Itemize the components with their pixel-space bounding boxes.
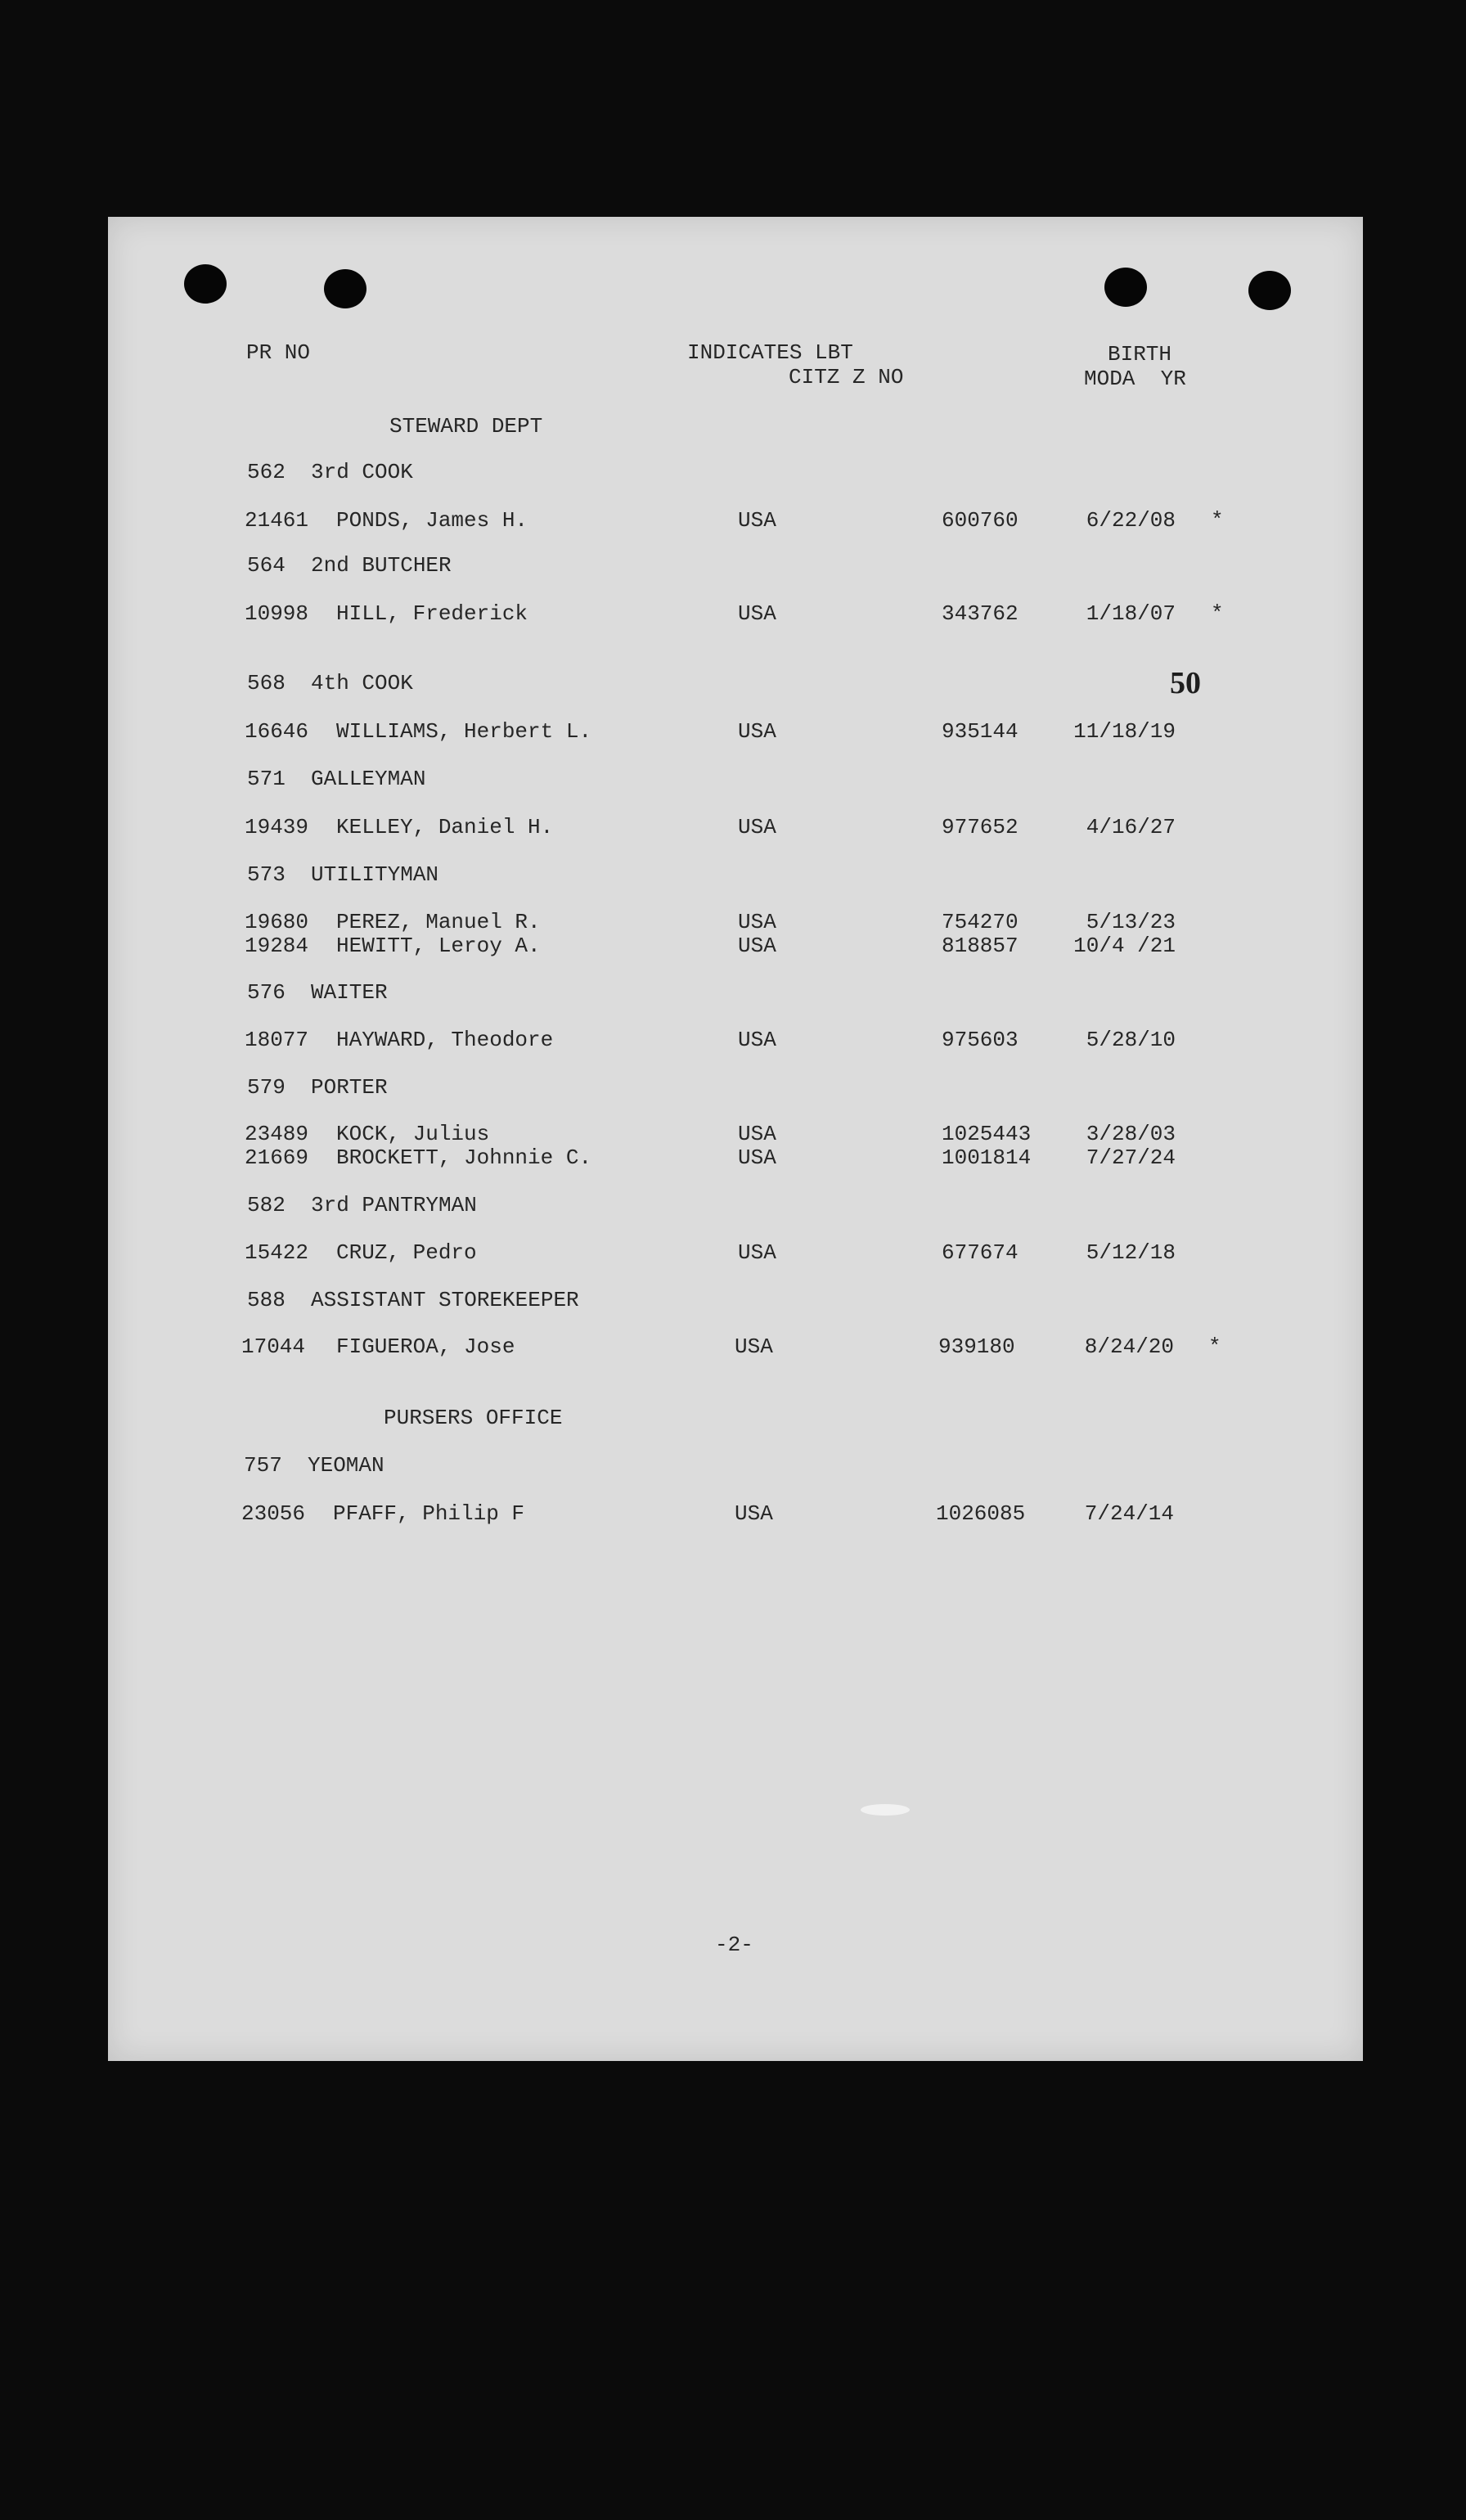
- crew-name: FIGUEROA, Jose: [336, 1334, 515, 1359]
- birth-date: 5/28/10: [1086, 1028, 1176, 1052]
- position-code: 579: [247, 1075, 286, 1100]
- crew-name: CRUZ, Pedro: [336, 1240, 477, 1265]
- pr-number: 23056: [241, 1501, 306, 1526]
- birth-date: 5/13/23: [1086, 910, 1176, 934]
- note-asterisk: *: [1211, 508, 1224, 533]
- position-code: 564: [247, 553, 286, 578]
- stamp-number: 50: [1170, 666, 1201, 700]
- crew-name: HAYWARD, Theodore: [336, 1028, 554, 1052]
- z-number: 1026085: [936, 1501, 1026, 1526]
- header-indicates-lbt: INDICATES LBT: [687, 340, 853, 365]
- z-number: 975603: [942, 1028, 1019, 1052]
- z-number: 754270: [942, 910, 1019, 934]
- position-code: 568: [247, 671, 286, 695]
- position-code: 757: [244, 1453, 282, 1478]
- birth-date: 5/12/18: [1086, 1240, 1176, 1265]
- pr-number: 16646: [245, 719, 309, 744]
- position-code: 582: [247, 1193, 286, 1217]
- citizenship: USA: [738, 601, 776, 626]
- z-number: 1001814: [942, 1145, 1032, 1170]
- position-title: PORTER: [311, 1075, 388, 1100]
- z-number: 939180: [938, 1334, 1015, 1359]
- document-page: [108, 217, 1363, 2061]
- pr-number: 19284: [245, 934, 309, 958]
- position-code: 573: [247, 862, 286, 887]
- position-title: ASSISTANT STOREKEEPER: [311, 1288, 579, 1312]
- crew-name: KELLEY, Daniel H.: [336, 815, 554, 839]
- position-title: 3rd PANTRYMAN: [311, 1193, 477, 1217]
- position-title: 4th COOK: [311, 671, 413, 695]
- citizenship: USA: [738, 934, 776, 958]
- position-title: 3rd COOK: [311, 460, 413, 484]
- birth-date: 1/18/07: [1086, 601, 1176, 626]
- pr-number: 10998: [245, 601, 309, 626]
- pr-number: 15422: [245, 1240, 309, 1265]
- citizenship: USA: [738, 1240, 776, 1265]
- citizenship: USA: [738, 1145, 776, 1170]
- position-code: 576: [247, 980, 286, 1005]
- citizenship: USA: [738, 1028, 776, 1052]
- position-code: 562: [247, 460, 286, 484]
- crew-name: WILLIAMS, Herbert L.: [336, 719, 592, 744]
- header-birth: BIRTH: [1108, 342, 1172, 367]
- crew-name: HILL, Frederick: [336, 601, 528, 626]
- z-number: 677674: [942, 1240, 1019, 1265]
- punch-hole: [324, 269, 366, 308]
- department-heading: STEWARD DEPT: [389, 414, 543, 439]
- z-number: 1025443: [942, 1122, 1032, 1146]
- position-title: UTILITYMAN: [311, 862, 439, 887]
- citizenship: USA: [738, 508, 776, 533]
- pr-number: 21461: [245, 508, 309, 533]
- position-code: 571: [247, 767, 286, 791]
- crew-name: BROCKETT, Johnnie C.: [336, 1145, 592, 1170]
- birth-date: 7/24/14: [1084, 1501, 1174, 1526]
- pr-number: 19680: [245, 910, 309, 934]
- punch-hole: [184, 264, 227, 304]
- position-title: GALLEYMAN: [311, 767, 426, 791]
- citizenship: USA: [738, 1122, 776, 1146]
- punch-hole: [1104, 268, 1147, 307]
- z-number: 977652: [942, 815, 1019, 839]
- birth-date: 10/4 /21: [1073, 934, 1176, 958]
- birth-date: 11/18/19: [1073, 719, 1176, 744]
- birth-date: 7/27/24: [1086, 1145, 1176, 1170]
- pr-number: 18077: [245, 1028, 309, 1052]
- z-number: 343762: [942, 601, 1019, 626]
- z-number: 935144: [942, 719, 1019, 744]
- citizenship: USA: [738, 815, 776, 839]
- header-pr-no: PR NO: [246, 340, 311, 365]
- z-number: 600760: [942, 508, 1019, 533]
- department-heading: PURSERS OFFICE: [384, 1406, 563, 1430]
- crew-name: KOCK, Julius: [336, 1122, 490, 1146]
- header-citz-z-no: CITZ Z NO: [789, 365, 904, 389]
- citizenship: USA: [735, 1334, 773, 1359]
- crew-name: HEWITT, Leroy A.: [336, 934, 541, 958]
- paper-blemish: [861, 1804, 910, 1816]
- crew-name: PFAFF, Philip F: [333, 1501, 525, 1526]
- position-title: WAITER: [311, 980, 388, 1005]
- position-title: YEOMAN: [308, 1453, 384, 1478]
- punch-hole: [1248, 271, 1291, 310]
- position-title: 2nd BUTCHER: [311, 553, 452, 578]
- crew-name: PONDS, James H.: [336, 508, 528, 533]
- citizenship: USA: [738, 719, 776, 744]
- crew-name: PEREZ, Manuel R.: [336, 910, 541, 934]
- z-number: 818857: [942, 934, 1019, 958]
- position-code: 588: [247, 1288, 286, 1312]
- pr-number: 21669: [245, 1145, 309, 1170]
- birth-date: 8/24/20: [1084, 1334, 1174, 1359]
- pr-number: 17044: [241, 1334, 306, 1359]
- citizenship: USA: [738, 910, 776, 934]
- birth-date: 4/16/27: [1086, 815, 1176, 839]
- birth-date: 6/22/08: [1086, 508, 1176, 533]
- note-asterisk: *: [1211, 601, 1224, 626]
- pr-number: 23489: [245, 1122, 309, 1146]
- header-moda-yr: MODA YR: [1084, 367, 1186, 391]
- citizenship: USA: [735, 1501, 773, 1526]
- note-asterisk: *: [1208, 1334, 1221, 1359]
- page-number: -2-: [715, 1933, 753, 1957]
- pr-number: 19439: [245, 815, 309, 839]
- birth-date: 3/28/03: [1086, 1122, 1176, 1146]
